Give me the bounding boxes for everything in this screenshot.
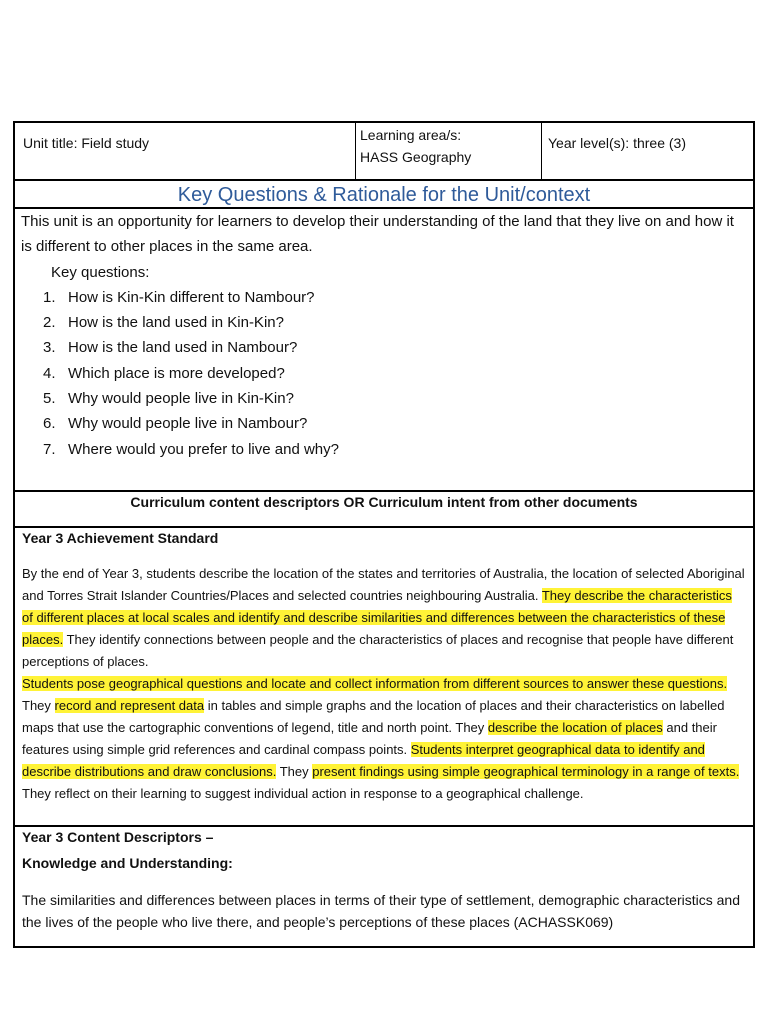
text-span: They xyxy=(22,698,55,713)
curriculum-heading: Curriculum content descriptors OR Curriculum intent from other documents xyxy=(15,490,753,526)
unit-plan-table xyxy=(13,121,755,948)
achievement-paragraph-1 xyxy=(22,560,745,673)
learning-area-value: HASS Geography xyxy=(360,149,472,165)
text-span: By the end of Year 3, students describe the location of the states and territories of Australia, the location of selected Aboriginal and Torres Strait Islander Countries/Places and selected countries neighbouring Australia. xyxy=(22,566,745,603)
list-item xyxy=(43,310,753,335)
unit-title: Unit title: Field study xyxy=(23,135,150,151)
list-item xyxy=(43,361,753,386)
highlighted-text: Students pose geographical questions and locate and collect information from different sources to answer these questions. xyxy=(22,676,728,691)
list-item xyxy=(43,285,753,310)
list-item-number: 7. xyxy=(43,440,56,458)
list-item-number: 6. xyxy=(43,415,56,433)
achievement-standard-title: Year 3 Achievement Standard xyxy=(22,530,219,546)
list-item-text: Which place is more developed? xyxy=(68,364,285,382)
list-item-number: 2. xyxy=(43,314,56,332)
achievement-standard-section xyxy=(15,526,753,825)
header-row xyxy=(15,121,753,179)
highlighted-text: Students interpret geographical data to identify and describe distributions and draw conclusions. xyxy=(22,742,705,779)
text-span: in tables and simple graphs and the location of places and their characteristics on labelled maps that use the cartographic conventions of legend, title and north point. They xyxy=(22,698,725,735)
content-descriptors-section xyxy=(15,825,753,948)
knowledge-understanding-heading: Knowledge and Understanding: xyxy=(22,855,233,871)
list-item-text: How is the land used in Kin-Kin? xyxy=(68,314,284,332)
list-item-number: 4. xyxy=(43,364,56,382)
list-item xyxy=(43,386,753,411)
list-item-text: Why would people live in Nambour? xyxy=(68,415,308,433)
content-descriptor-text: The similarities and differences between places in terms of their type of settlement, demographic characteristics and the lives of the people who live there, and people’s perceptions of these places (ACHASSK069) xyxy=(22,892,740,930)
list-item-text: Where would you prefer to live and why? xyxy=(68,440,339,458)
list-item-text: Why would people live in Kin-Kin? xyxy=(68,390,294,408)
highlighted-text: record and represent data xyxy=(54,698,205,713)
learning-area-label: Learning area/s: xyxy=(360,127,462,143)
text-span: They xyxy=(276,764,313,779)
content-descriptors-title: Year 3 Content Descriptors – xyxy=(22,829,214,845)
list-item-text: How is the land used in Nambour? xyxy=(68,339,298,357)
list-item-number: 3. xyxy=(43,339,56,357)
key-questions-title: Key Questions & Rationale for the Unit/context xyxy=(15,179,753,207)
list-item xyxy=(43,335,753,360)
unit-title-cell xyxy=(15,123,356,179)
list-item-number: 1. xyxy=(43,288,56,306)
list-item-text: How is Kin-Kin different to Nambour? xyxy=(68,288,315,306)
list-item xyxy=(43,437,753,462)
year-level: Year level(s): three (3) xyxy=(548,135,686,151)
text-span: They identify connections between people and the characteristics of places and recognise that people have different perceptions of places. xyxy=(22,632,734,669)
text-span: They reflect on their learning to suggest individual action in response to a geographical challenge. xyxy=(22,786,584,801)
rationale-intro: This unit is an opportunity for learners to develop their understanding of the land that they live on and how it is different to other places in the same area. xyxy=(21,213,734,256)
key-questions-list xyxy=(21,285,753,462)
rationale-section xyxy=(15,207,753,490)
text-span: and their features using simple grid references and cardinal compass points. xyxy=(22,720,717,757)
list-item-number: 5. xyxy=(43,390,56,408)
learning-area-cell xyxy=(356,123,542,179)
highlighted-text: present findings using simple geographical terminology in a range of texts. xyxy=(312,764,740,779)
achievement-paragraph-2 xyxy=(22,673,745,805)
highlighted-text: describe the location of places xyxy=(487,720,663,735)
list-item xyxy=(43,411,753,436)
highlighted-text: They describe the characteristics of different places at local scales and identify and describe similarities and differences between the characteristics of these places. xyxy=(22,588,732,647)
key-questions-label: Key questions: xyxy=(51,263,150,281)
year-level-cell xyxy=(542,123,753,179)
